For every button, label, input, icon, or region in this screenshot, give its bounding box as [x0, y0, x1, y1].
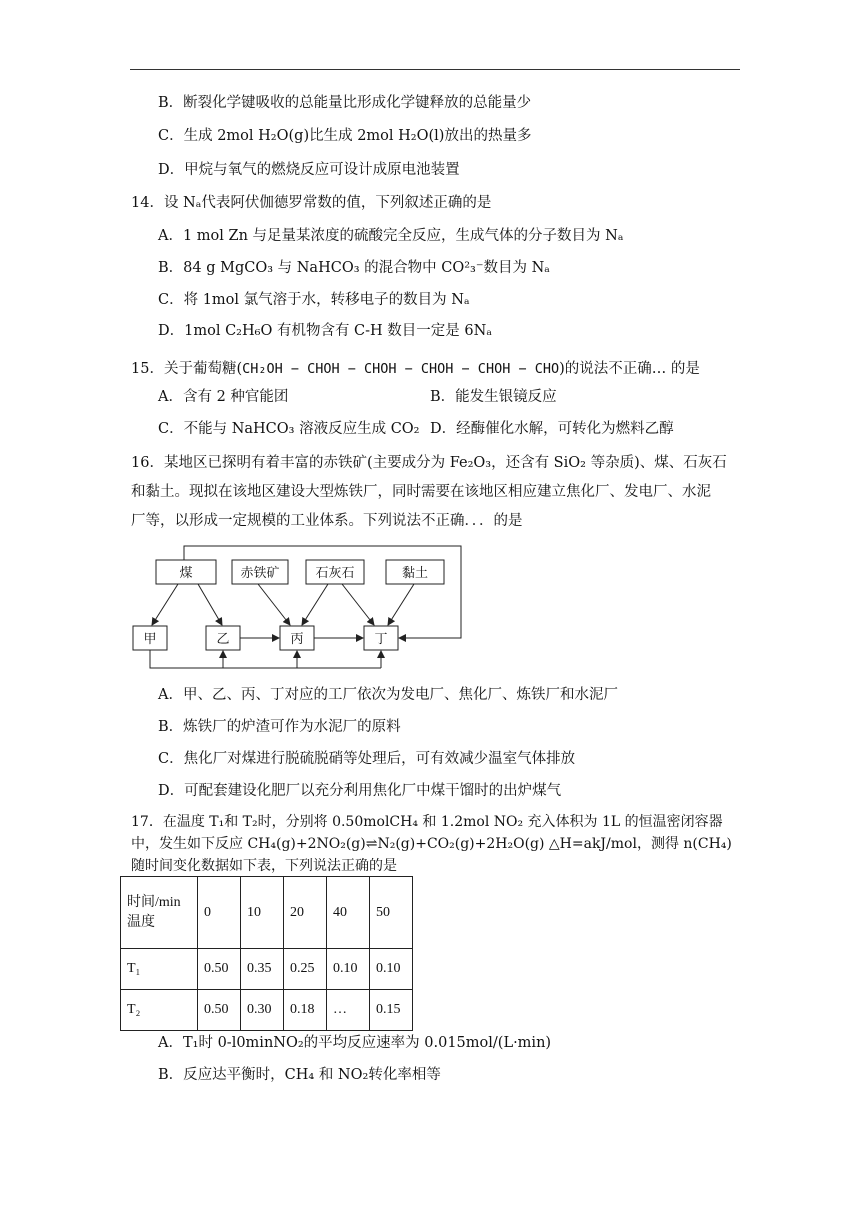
label-hematite: 赤铁矿: [240, 566, 280, 581]
q16-option-a: A．甲、乙、丙、丁对应的工厂依次为发电厂、焦化厂、炼铁厂和水泥厂: [158, 687, 618, 703]
q16-option-b: B．炼铁厂的炉渣可作为水泥厂的原料: [158, 719, 401, 735]
table-cell: 0.35: [241, 949, 284, 990]
label-ding: 丁: [374, 632, 388, 647]
label-limestone: 石灰石: [315, 566, 355, 581]
table-cell: 0.15: [370, 990, 413, 1031]
ch4-data-table: [120, 876, 413, 1031]
table-cell: 0.10: [370, 949, 413, 990]
q16-stem-line2: 和黏土。现拟在该地区建设大型炼铁厂，同时需要在该地区相应建立焦化厂、发电厂、水泥: [131, 484, 711, 500]
q15-option-b: B．能发生银镜反应: [430, 389, 557, 405]
table-cell: 0.50: [198, 990, 241, 1031]
table-header-cell: [121, 877, 198, 949]
q17-stem-line1: 17．在温度 T₁和 T₂时，分别将 0.50molCH₄ 和 1.2mol NO₂ 充入体积为 1L 的恒温密闭容器: [131, 814, 723, 830]
q14-option-c: C．将 1mol 氯气溶于水，转移电子的数目为 Nₐ: [158, 292, 470, 308]
industry-flow-diagram: [128, 540, 468, 676]
label-bing: 丙: [290, 632, 304, 647]
table-cell: 0.25: [284, 949, 327, 990]
table-cell: 10: [241, 877, 284, 949]
table-cell: 40: [327, 877, 370, 949]
table-cell: …: [327, 990, 370, 1031]
label-clay: 黏土: [401, 566, 429, 581]
q15-option-a: A．含有 2 种官能团: [158, 389, 289, 405]
table-cell: 50: [370, 877, 413, 949]
q15-option-d: D．经酶催化水解，可转化为燃料乙醇: [430, 421, 674, 437]
q15-option-c: C．不能与 NaHCO₃ 溶液反应生成 CO₂: [158, 421, 420, 437]
q17-stem-line2: 中，发生如下反应 CH₄(g)+2NO₂(g)⇌N₂(g)+CO₂(g)+2H₂O(g) △H=akJ/mol，测得 n(CH₄): [131, 836, 732, 852]
q14-stem: 14．设 Nₐ代表阿伏伽德罗常数的值，下列叙述正确的是: [131, 195, 492, 211]
q13-option-c: C．生成 2mol H₂O(g)比生成 2mol H₂O(l)放出的热量多: [158, 128, 532, 144]
q14-option-b: B．84 g MgCO₃ 与 NaHCO₃ 的混合物中 CO²₃⁻数目为 Nₐ: [158, 260, 550, 276]
q17-option-a: A．T₁时 0-l0minNO₂的平均反应速率为 0.015mol/(L·min): [158, 1035, 552, 1051]
glucose-formula: CH₂OH − CHOH − CHOH − CHOH − CHOH − CHO: [242, 361, 560, 377]
table-cell: 0.50: [198, 949, 241, 990]
q14-option-d: D．1mol C₂H₆O 有机物含有 C-H 数目一定是 6Nₐ: [158, 323, 492, 339]
table-cell: 20: [284, 877, 327, 949]
q15-stem: [131, 359, 700, 379]
table-cell: 0: [198, 877, 241, 949]
q13-option-d: D．甲烷与氧气的燃烧反应可设计成原电池装置: [158, 162, 460, 178]
q16-option-d: D．可配套建设化肥厂以充分利用焦化厂中煤干馏时的出炉煤气: [158, 783, 562, 799]
q16-stem-line1: 16．某地区已探明有着丰富的赤铁矿(主要成分为 Fe₂O₃，还含有 SiO₂ 等杂质)、煤、石灰石: [131, 455, 727, 471]
table-header-time: 时间/min: [127, 894, 181, 910]
label-yi: 乙: [216, 632, 230, 647]
q15-stem-pre: 15．关于葡萄糖(: [131, 361, 243, 377]
table-cell: 0.30: [241, 990, 284, 1031]
table-row: [121, 990, 413, 1031]
q16-stem-line3: 厂等，以形成一定规模的工业体系。下列说法不正确．．．的是: [131, 513, 523, 529]
table-header-temp: 温度: [127, 914, 155, 930]
q16-option-c: C．焦化厂对煤进行脱硫脱硝等处理后，可有效减少温室气体排放: [158, 751, 576, 767]
label-jia: 甲: [143, 632, 157, 647]
q17-option-b: B．反应达平衡时，CH₄ 和 NO₂转化率相等: [158, 1067, 441, 1083]
table-cell: 0.18: [284, 990, 327, 1031]
q14-option-a: A．1 mol Zn 与足量某浓度的硫酸完全反应，生成气体的分子数目为 Nₐ: [158, 228, 624, 244]
table-cell: 0.10: [327, 949, 370, 990]
header-rule: [130, 69, 740, 70]
table-cell: T₂: [121, 990, 198, 1031]
q13-option-b: B．断裂化学键吸收的总能量比形成化学键释放的总能量少: [158, 95, 532, 111]
q15-stem-post: )的说法不正确… 的是: [559, 361, 700, 377]
q17-stem-line3: 随时间变化数据如下表，下列说法正确的是: [131, 858, 397, 874]
table-row: [121, 877, 413, 949]
table-row: [121, 949, 413, 990]
table-cell: T₁: [121, 949, 198, 990]
label-coal: 煤: [179, 566, 193, 581]
